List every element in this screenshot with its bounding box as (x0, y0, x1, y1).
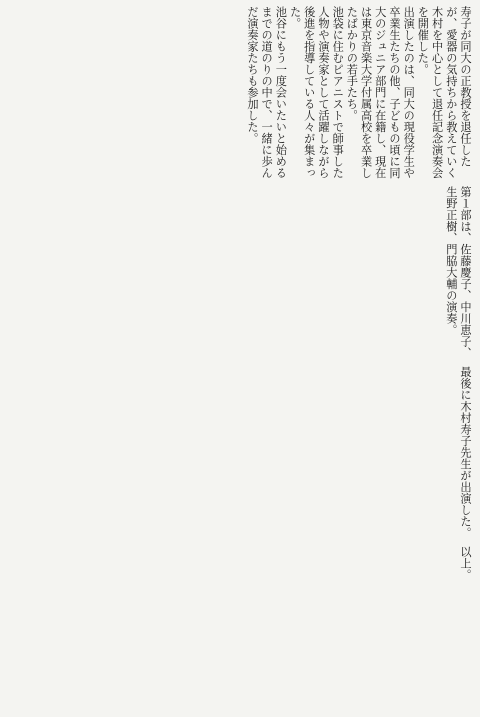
text-column: 以上。 (459, 546, 472, 581)
text-column: 池谷にもう一度会いたいと始めるまでの道のりの中で、一緒に歩んだ演奏家たちも参加した。 (245, 6, 288, 179)
text-column: 最後に木村寿子先生が出演した。 (459, 366, 472, 539)
text-tier-1 (8, 6, 472, 180)
text-tier-2 (8, 186, 472, 360)
text-column: 出演したのは、同大の現役学生や卒業生たちの他、子どもの頃に同大のジュニア部門に在籍し、現在は東京音楽大学付属高校を卒業したばかりの若手たち。 (345, 6, 416, 179)
text-column: 池袋に住むピアニストで師事した人物や演奏家として活躍しながら後進を指導している人々が集まった。 (288, 6, 345, 179)
text-tier-3 (8, 366, 472, 540)
text-column: 寿子が同大の正教授を退任したが、愛器の気持ちから教えていく木村を中心として退任記念演奏会を開催した。 (416, 6, 472, 179)
text-tier-4 (8, 546, 472, 712)
text-column: 第１部は、佐藤慶子、中川恵子、生野正樹、門脇大輔の演奏。 (444, 186, 472, 359)
